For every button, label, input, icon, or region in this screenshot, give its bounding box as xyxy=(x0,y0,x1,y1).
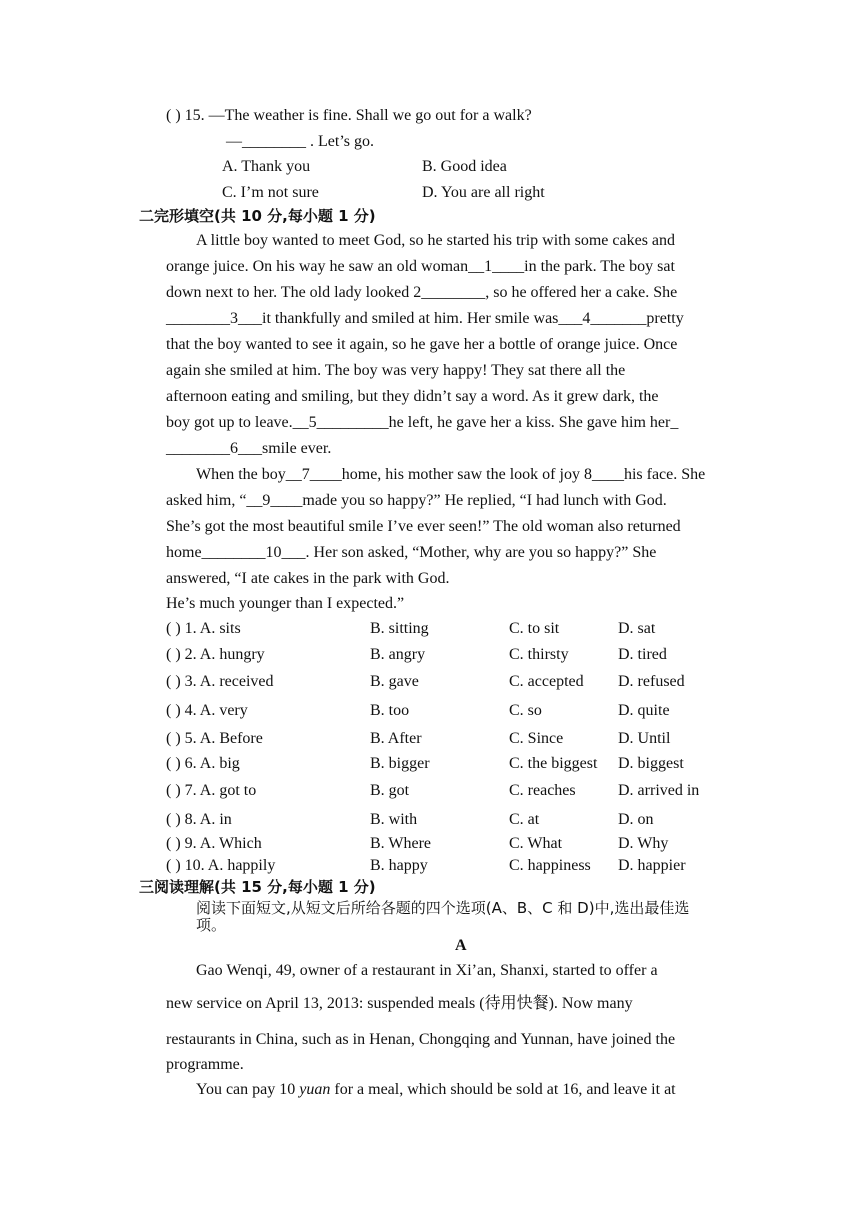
cloze-line: He’s much younger than I expected.” xyxy=(166,595,405,612)
cloze-line: boy got up to leave.__5_________he left, he gave her a kiss. She gave him her_ xyxy=(166,414,679,431)
italic-yuan: yuan xyxy=(299,1081,331,1098)
passage-line: restaurants in China, such as in Henan, Chongqing and Yunnan, have joined the xyxy=(166,1031,676,1048)
question-stem: ( ) 3. A. received xyxy=(166,673,274,690)
option-d: D. sat xyxy=(618,620,656,637)
cloze-line: again she smiled at him. The boy was very happy! They sat there all the xyxy=(166,362,626,379)
option-d: D. refused xyxy=(618,673,685,690)
option-b: B. Where xyxy=(370,835,432,852)
section3-instruction: 阅读下面短文,从短文后所给各题的四个选项(A、B、C 和 D)中,选出最佳选 xyxy=(196,899,690,917)
option-c: C. so xyxy=(509,702,542,719)
option-c: C. happiness xyxy=(509,857,591,874)
option-b: B. too xyxy=(370,702,410,719)
question-stem: ( ) 6. A. big xyxy=(166,755,240,772)
passage-line: Gao Wenqi, 49, owner of a restaurant in Xi’an, Shanxi, started to offer a xyxy=(196,962,658,979)
cloze-line: answered, “I ate cakes in the park with God. xyxy=(166,570,450,587)
question-stem: ( ) 5. A. Before xyxy=(166,730,263,747)
option-d: D. happier xyxy=(618,857,686,874)
question-stem: ( ) 2. A. hungry xyxy=(166,646,265,663)
q15-option-b: B. Good idea xyxy=(422,158,507,175)
passage-line: programme. xyxy=(166,1056,244,1073)
q15-stem: ( ) 15. —The weather is fine. Shall we go out for a walk? xyxy=(166,107,532,124)
option-c: C. the biggest xyxy=(509,755,598,772)
cloze-line: down next to her. The old lady looked 2________, so he offered her a cake. She xyxy=(166,284,678,301)
option-b: B. bigger xyxy=(370,755,430,772)
option-d: D. Why xyxy=(618,835,669,852)
cloze-line: When the boy__7____home, his mother saw the look of joy 8____his face. She xyxy=(196,466,706,483)
option-c: C. to sit xyxy=(509,620,560,637)
cloze-line: A little boy wanted to meet God, so he started his trip with some cakes and xyxy=(196,232,676,249)
q15-answer-line: —________ . Let’s go. xyxy=(226,133,374,150)
q15-option-d: D. You are all right xyxy=(422,184,545,201)
option-c: C. What xyxy=(509,835,563,852)
cloze-line: asked him, “__9____made you so happy?” He replied, “I had lunch with God. xyxy=(166,492,667,509)
cloze-line: She’s got the most beautiful smile I’ve ever seen!” The old woman also returned xyxy=(166,518,681,535)
option-d: D. quite xyxy=(618,702,670,719)
option-d: D. Until xyxy=(618,730,671,747)
cloze-line: ________3___it thankfully and smiled at him. Her smile was___4_______pretty xyxy=(166,310,684,327)
option-b: B. with xyxy=(370,811,418,828)
option-b: B. After xyxy=(370,730,422,747)
option-b: B. gave xyxy=(370,673,419,690)
option-b: B. sitting xyxy=(370,620,429,637)
cloze-line: afternoon eating and smiling, but they didn’t say a word. As it grew dark, the xyxy=(166,388,659,405)
option-c: C. at xyxy=(509,811,540,828)
option-c: C. accepted xyxy=(509,673,584,690)
question-stem: ( ) 7. A. got to xyxy=(166,782,257,799)
section3-instruction-cont: 项。 xyxy=(196,916,227,934)
q15-option-a: A. Thank you xyxy=(222,158,311,175)
section2-title: 二完形填空(共 10 分,每小题 1 分) xyxy=(139,207,376,225)
passage-text: You can pay 10 xyxy=(196,1081,300,1098)
question-stem: ( ) 9. A. Which xyxy=(166,835,262,852)
section3-title: 三阅读理解(共 15 分,每小题 1 分) xyxy=(139,878,376,896)
option-d: D. arrived in xyxy=(618,782,700,799)
option-c: C. Since xyxy=(509,730,564,747)
cloze-line: that the boy wanted to see it again, so he gave her a bottle of orange juice. Once xyxy=(166,336,678,353)
option-c: C. thirsty xyxy=(509,646,569,663)
question-stem: ( ) 1. A. sits xyxy=(166,620,241,637)
option-b: B. got xyxy=(370,782,410,799)
option-c: C. reaches xyxy=(509,782,576,799)
option-d: D. on xyxy=(618,811,654,828)
cloze-line: ________6___smile ever. xyxy=(166,440,332,457)
cloze-line: home________10___. Her son asked, “Mother, why are you so happy?” She xyxy=(166,544,657,561)
question-stem: ( ) 4. A. very xyxy=(166,702,248,719)
passage-line: new service on April 13, 2013: suspended meals (待用快餐). Now many xyxy=(166,995,633,1012)
passage-label: A xyxy=(455,937,467,954)
passage-line xyxy=(196,1081,676,1099)
question-stem: ( ) 8. A. in xyxy=(166,811,232,828)
question-stem: ( ) 10. A. happily xyxy=(166,857,276,874)
cloze-line: orange juice. On his way he saw an old woman__1____in the park. The boy sat xyxy=(166,258,675,275)
option-b: B. angry xyxy=(370,646,426,663)
q15-option-c: C. I’m not sure xyxy=(222,184,319,201)
option-b: B. happy xyxy=(370,857,428,874)
passage-text: for a meal, which should be sold at 16, and leave it at xyxy=(330,1081,676,1098)
option-d: D. tired xyxy=(618,646,667,663)
option-d: D. biggest xyxy=(618,755,684,772)
